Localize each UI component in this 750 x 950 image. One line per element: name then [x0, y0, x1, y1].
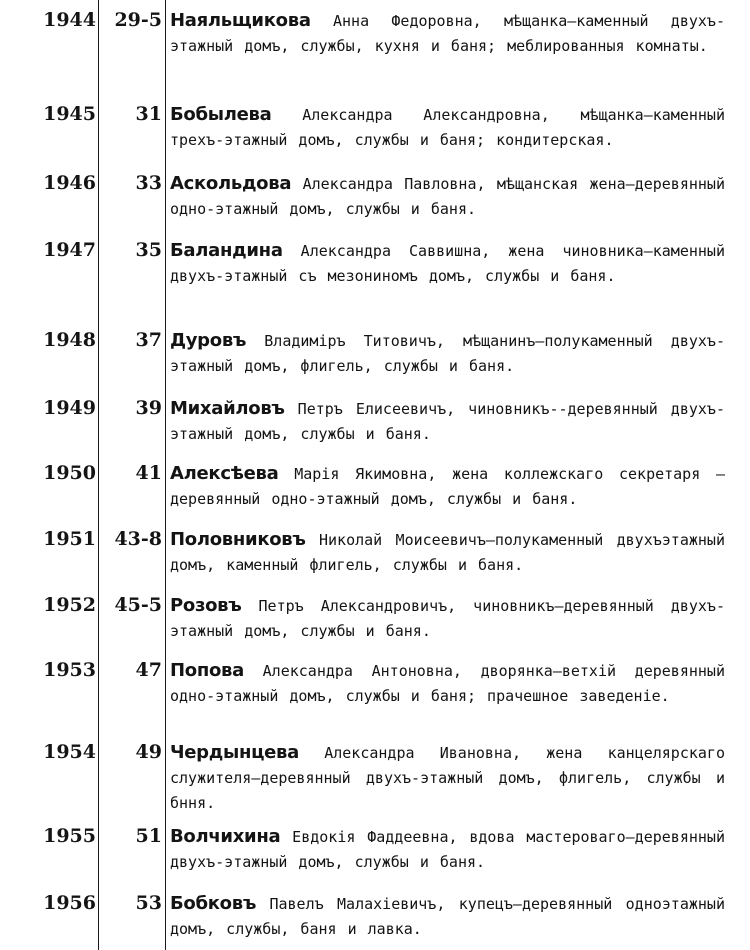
entry-text — [170, 461, 725, 512]
house-number: 45-5 — [114, 594, 162, 616]
owner-surname: Половниковъ — [170, 529, 306, 550]
entry-text — [170, 396, 725, 447]
owner-surname: Алексѣева — [170, 463, 279, 484]
column-rule-left — [98, 0, 99, 950]
owner-surname: Бобковъ — [170, 893, 257, 914]
house-number: 41 — [135, 462, 162, 484]
entry-number: 1951 — [43, 528, 96, 550]
owner-surname: Чердынцева — [170, 742, 299, 763]
entry-description: Александра Саввишна, жена чиновника—каменный двухъ-этажный съ мезониномъ домъ, службы и баня. — [170, 242, 725, 285]
house-number: 47 — [135, 659, 162, 681]
house-number: 33 — [135, 172, 162, 194]
entry-number: 1950 — [43, 462, 96, 484]
entry-number: 1948 — [43, 329, 96, 351]
entry-text — [170, 328, 725, 379]
owner-surname: Аскольдова — [170, 173, 292, 194]
owner-surname: Розовъ — [170, 595, 242, 616]
entry-description: Александра Антоновна, дворянка—ветхій деревянный одно-этажный домъ, службы и баня; прачешное заведеніе. — [170, 662, 725, 705]
entry-number: 1944 — [43, 9, 96, 31]
house-number: 35 — [135, 239, 162, 261]
owner-surname: Наяльщикова — [170, 10, 311, 31]
entry-text — [170, 658, 725, 709]
entry-description: Александра Александровна, мѣщанка—каменный трехъ-этажный домъ, службы и баня; кондитерская. — [170, 106, 725, 149]
entry-text — [170, 593, 725, 644]
entry-number: 1953 — [43, 659, 96, 681]
entry-description: Марія Якимовна, жена коллежскаго секретаря —деревянный одно-этажный домъ, службы и баня. — [170, 465, 725, 508]
house-number: 49 — [135, 741, 162, 763]
owner-surname: Попова — [170, 660, 244, 681]
house-number: 29-5 — [114, 9, 162, 31]
entry-number: 1946 — [43, 172, 96, 194]
entry-description: Николай Моисеевичъ—полукаменный двухъэтажный домъ, каменный флигель, службы и баня. — [170, 531, 725, 574]
house-number: 43-8 — [114, 528, 162, 550]
entry-number: 1956 — [43, 892, 96, 914]
entry-description: Петръ Елисеевичъ, чиновникъ--деревянный двухъ-этажный домъ, службы и баня. — [170, 400, 725, 443]
entry-description: Анна Федоровна, мѣщанка—каменный двухъ-этажный домъ, службы, кухня и баня; меблированныя комнаты. — [170, 12, 725, 55]
entry-number: 1949 — [43, 397, 96, 419]
entry-description: Владиміръ Титовичъ, мѣщанинъ—полукаменный двухъ-этажный домъ, флигель, службы и баня. — [170, 332, 725, 375]
entry-description: Петръ Александровичъ, чиновникъ—деревянный двухъ-этажный домъ, службы и баня. — [170, 597, 725, 640]
owner-surname: Бобылева — [170, 104, 272, 125]
entry-description: Евдокія Фаддеевна, вдова мастероваго—деревянный двухъ-этажный домъ, службы и баня. — [170, 828, 725, 871]
house-number: 51 — [135, 825, 162, 847]
owner-surname: Волчихина — [170, 826, 281, 847]
entry-text — [170, 527, 725, 578]
entry-number: 1955 — [43, 825, 96, 847]
column-rule-right — [165, 0, 166, 950]
entry-text — [170, 238, 725, 289]
owner-surname: Михайловъ — [170, 398, 285, 419]
owner-surname: Баландина — [170, 240, 283, 261]
entry-text — [170, 891, 725, 942]
entry-number: 1954 — [43, 741, 96, 763]
entry-text — [170, 171, 725, 222]
house-number: 31 — [135, 103, 162, 125]
house-number: 39 — [135, 397, 162, 419]
entry-description: Александра Ивановна, жена канцелярскаго служителя—деревянный двухъ-этажный домъ, флигель, службы и бння. — [170, 744, 725, 812]
owner-surname: Дуровъ — [170, 330, 247, 351]
entry-text — [170, 102, 725, 153]
house-number: 37 — [135, 329, 162, 351]
entry-description: Александра Павловна, мѣщанская жена—деревянный одно-этажный домъ, службы и баня. — [170, 175, 725, 218]
entry-text — [170, 8, 725, 59]
house-number: 53 — [135, 892, 162, 914]
entry-number: 1947 — [43, 239, 96, 261]
entry-description: Павелъ Малахіевичъ, купецъ—деревянный одноэтажный домъ, службы, баня и лавка. — [170, 895, 725, 938]
entry-number: 1952 — [43, 594, 96, 616]
entry-text — [170, 740, 725, 816]
entry-number: 1945 — [43, 103, 96, 125]
entry-text — [170, 824, 725, 875]
